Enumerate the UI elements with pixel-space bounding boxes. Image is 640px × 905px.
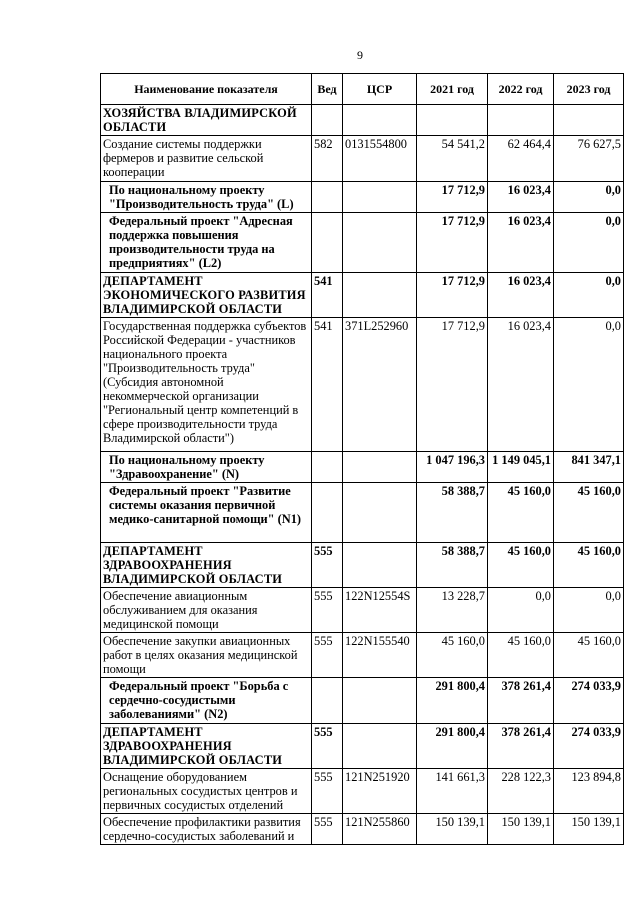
row-2022: 0,0: [488, 588, 554, 633]
row-2022: 1 149 045,1: [488, 452, 554, 483]
table-row: [101, 588, 624, 633]
header-2023: 2023 год: [554, 74, 624, 105]
row-ved: 555: [312, 633, 343, 678]
row-2022: 45 160,0: [488, 483, 554, 543]
row-ved: [312, 452, 343, 483]
table-header-row: [101, 74, 624, 105]
row-csr: [343, 543, 417, 588]
row-2023: 123 894,8: [554, 769, 624, 814]
row-2022: 45 160,0: [488, 633, 554, 678]
row-2023: 150 139,1: [554, 814, 624, 845]
row-ved: [312, 105, 343, 136]
row-csr: [343, 213, 417, 273]
row-csr: [343, 273, 417, 318]
row-name: ДЕПАРТАМЕНТ ЭКОНОМИЧЕСКОГО РАЗВИТИЯ ВЛАДИМИРСКОЙ ОБЛАСТИ: [101, 273, 312, 318]
header-ved: Вед: [312, 74, 343, 105]
row-name: Обеспечение авиационным обслуживанием для оказания медицинской помощи: [101, 588, 312, 633]
row-2021: 45 160,0: [417, 633, 488, 678]
row-2021: 17 712,9: [417, 213, 488, 273]
row-ved: 582: [312, 136, 343, 182]
row-2022: 378 261,4: [488, 678, 554, 724]
row-csr: [343, 483, 417, 543]
budget-table: [100, 73, 624, 845]
row-2021: 13 228,7: [417, 588, 488, 633]
row-2021: 150 139,1: [417, 814, 488, 845]
row-name: По национальному проекту "Производительность труда" (L): [101, 182, 312, 213]
row-csr: [343, 724, 417, 769]
row-2023: 274 033,9: [554, 678, 624, 724]
row-name: ДЕПАРТАМЕНТ ЗДРАВООХРАНЕНИЯ ВЛАДИМИРСКОЙ ОБЛАСТИ: [101, 543, 312, 588]
row-2022: 228 122,3: [488, 769, 554, 814]
row-ved: 555: [312, 769, 343, 814]
table-row: [101, 814, 624, 845]
row-2021: 54 541,2: [417, 136, 488, 182]
row-2021: 141 661,3: [417, 769, 488, 814]
row-2021: 58 388,7: [417, 543, 488, 588]
row-2023: [554, 105, 624, 136]
row-2022: 62 464,4: [488, 136, 554, 182]
row-2023: 0,0: [554, 273, 624, 318]
row-2021: 17 712,9: [417, 182, 488, 213]
row-2021: 291 800,4: [417, 678, 488, 724]
row-ved: 541: [312, 318, 343, 452]
table-row-department: [101, 273, 624, 318]
row-2022: 45 160,0: [488, 543, 554, 588]
row-2023: 841 347,1: [554, 452, 624, 483]
row-csr: [343, 678, 417, 724]
row-2021: 1 047 196,3: [417, 452, 488, 483]
row-2022: 150 139,1: [488, 814, 554, 845]
table-row-national-project: [101, 452, 624, 483]
header-name: Наименование показателя: [101, 74, 312, 105]
row-name: Государственная поддержка субъектов Российской Федерации - участников национального проекта "Производительность труда" (Субсидия автономной некоммерческой организации "Региональный центр компетенций в сфере производительности труда Владимирской области"): [101, 318, 312, 452]
row-name: Создание системы поддержки фермеров и развитие сельской кооперации: [101, 136, 312, 182]
row-2023: 45 160,0: [554, 633, 624, 678]
row-2023: 0,0: [554, 588, 624, 633]
row-ved: [312, 182, 343, 213]
row-name: ХОЗЯЙСТВА ВЛАДИМИРСКОЙ ОБЛАСТИ: [101, 105, 312, 136]
row-ved: 541: [312, 273, 343, 318]
row-name: Федеральный проект "Адресная поддержка повышения производительности труда на предприятиях" (L2): [101, 213, 312, 273]
row-name: По национальному проекту "Здравоохранение" (N): [101, 452, 312, 483]
table-row-department: [101, 724, 624, 769]
table-row-federal-project: [101, 678, 624, 724]
row-2023: 274 033,9: [554, 724, 624, 769]
row-2021: 17 712,9: [417, 318, 488, 452]
row-csr: 121N255860: [343, 814, 417, 845]
table-row-federal-project: [101, 483, 624, 543]
row-ved: 555: [312, 588, 343, 633]
table-row: [101, 633, 624, 678]
row-csr: 0131554800: [343, 136, 417, 182]
row-ved: 555: [312, 724, 343, 769]
table-row: [101, 318, 624, 452]
row-ved: [312, 213, 343, 273]
row-name: Обеспечение закупки авиационных работ в целях оказания медицинской помощи: [101, 633, 312, 678]
row-ved: [312, 483, 343, 543]
row-2022: 16 023,4: [488, 213, 554, 273]
row-csr: 122N155540: [343, 633, 417, 678]
row-csr: [343, 452, 417, 483]
row-2022: 16 023,4: [488, 273, 554, 318]
row-ved: [312, 678, 343, 724]
row-2022: [488, 105, 554, 136]
row-2021: 17 712,9: [417, 273, 488, 318]
row-name: Обеспечение профилактики развития сердечно-сосудистых заболеваний и: [101, 814, 312, 845]
row-ved: 555: [312, 814, 343, 845]
table-row-national-project: [101, 182, 624, 213]
row-name: ДЕПАРТАМЕНТ ЗДРАВООХРАНЕНИЯ ВЛАДИМИРСКОЙ ОБЛАСТИ: [101, 724, 312, 769]
row-csr: [343, 105, 417, 136]
row-2023: 0,0: [554, 213, 624, 273]
row-2023: 45 160,0: [554, 483, 624, 543]
row-name: Федеральный проект "Развитие системы оказания первичной медико-санитарной помощи" (N1): [101, 483, 312, 543]
header-csr: ЦСР: [343, 74, 417, 105]
table-row: [101, 769, 624, 814]
row-2021: [417, 105, 488, 136]
row-csr: 122N12554S: [343, 588, 417, 633]
table-row: [101, 136, 624, 182]
header-2022: 2022 год: [488, 74, 554, 105]
table-row-dept-continuation: [101, 105, 624, 136]
row-2023: 76 627,5: [554, 136, 624, 182]
row-name: Оснащение оборудованием региональных сосудистых центров и первичных сосудистых отделений: [101, 769, 312, 814]
table-row-federal-project: [101, 213, 624, 273]
row-csr: 121N251920: [343, 769, 417, 814]
row-ved: 555: [312, 543, 343, 588]
row-2022: 16 023,4: [488, 318, 554, 452]
row-name: Федеральный проект "Борьба с сердечно-сосудистыми заболеваниями" (N2): [101, 678, 312, 724]
table-row-department: [101, 543, 624, 588]
row-2021: 291 800,4: [417, 724, 488, 769]
row-csr: 371L252960: [343, 318, 417, 452]
row-2023: 0,0: [554, 182, 624, 213]
header-2021: 2021 год: [417, 74, 488, 105]
row-2022: 16 023,4: [488, 182, 554, 213]
row-2021: 58 388,7: [417, 483, 488, 543]
row-2022: 378 261,4: [488, 724, 554, 769]
row-2023: 0,0: [554, 318, 624, 452]
row-2023: 45 160,0: [554, 543, 624, 588]
row-csr: [343, 182, 417, 213]
page-number: 9: [357, 48, 363, 62]
